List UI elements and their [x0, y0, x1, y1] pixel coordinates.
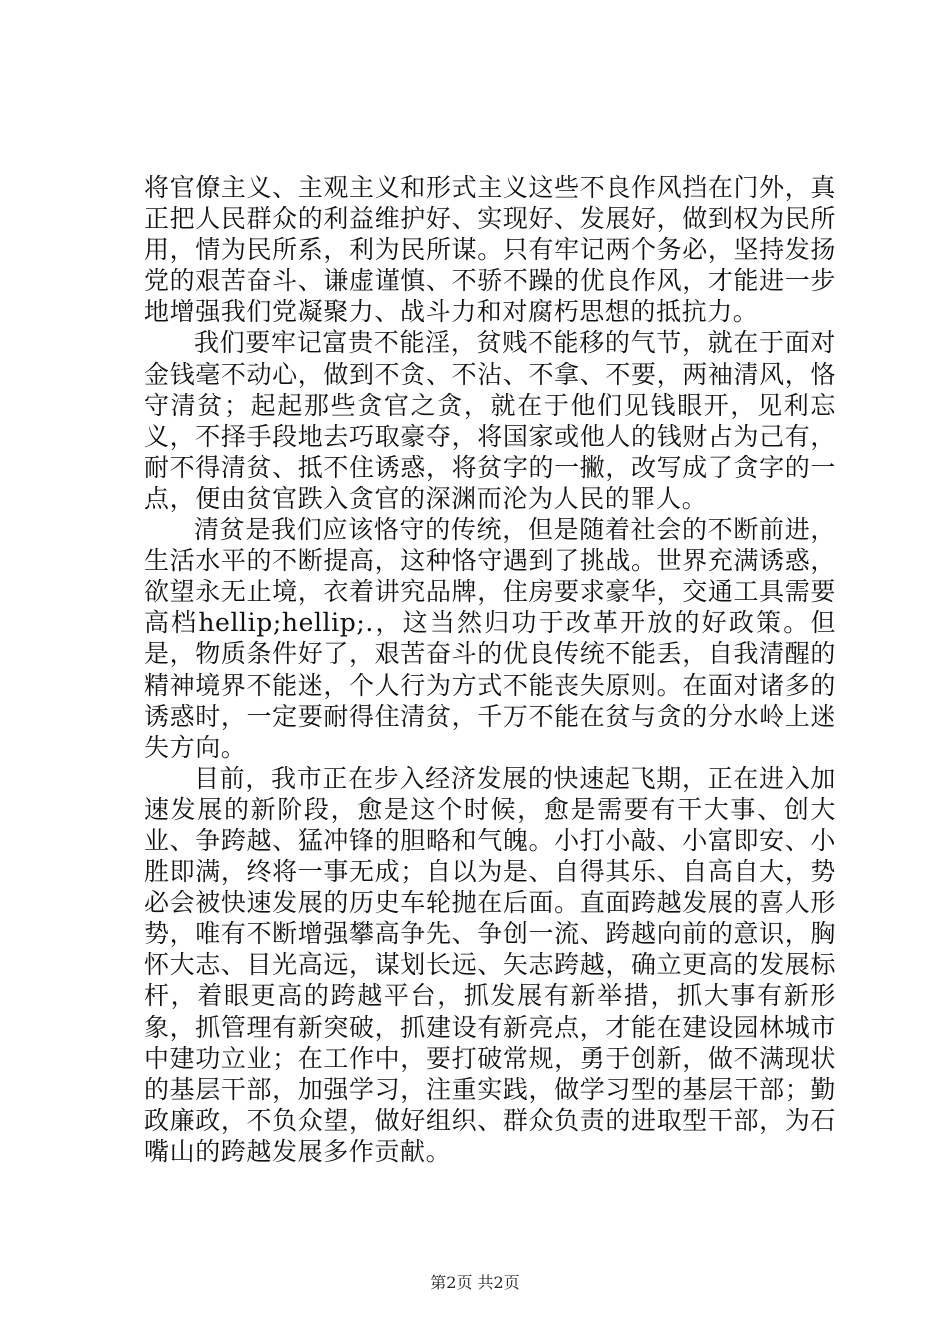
document-body	[144, 172, 836, 1167]
paragraph-3: 清贫是我们应该恪守的传统，但是随着社会的不断前进，生活水平的不断提高，这种恪守遇到了挑战。世界充满诱惑，欲望永无止境，衣着讲究品牌，住房要求豪华，交通工具需要高档hellip;hellip;.，这当然归功于改革开放的好政策。但是，物质条件好了，艰苦奋斗的优良传统不能丢，自我清醒的精神境界不能迷，个人行为方式不能丧失原则。在面对诸多的诱惑时，一定要耐得住清贫，千万不能在贫与贪的分水岭上迷失方向。	[144, 515, 836, 762]
page-number: 第2页 共2页	[430, 1273, 520, 1292]
paragraph-1: 将官僚主义、主观主义和形式主义这些不良作风挡在门外，真正把人民群众的利益维护好、实现好、发展好，做到权为民所用，情为民所系，利为民所谋。只有牢记两个务必，坚持发扬党的艰苦奋斗、谦虚谨慎、不骄不躁的优良作风，才能进一步地增强我们党凝聚力、战斗力和对腐朽思想的抵抗力。	[144, 173, 836, 327]
paragraph-4: 目前，我市正在步入经济发展的快速起飞期，正在进入加速发展的新阶段，愈是这个时候，愈是需要有干大事、创大业、争跨越、猛冲锋的胆略和气魄。小打小敲、小富即安、小胜即满，终将一事无成；自以为是、自得其乐、自高自大，势必会被快速发展的历史车轮抛在后面。直面跨越发展的喜人形势，唯有不断增强攀高争先、争创一流、跨越向前的意识，胸怀大志、目光高远，谋划长远、矢志跨越，确立更高的发展标杆，着眼更高的跨越平台，抓发展有新举措，抓大事有新形象，抓管理有新突破，抓建设有新亮点，才能在建设园林城市中建功立业；在工作中，要打破常规，勇于创新，做不满现状的基层干部，加强学习，注重实践，做学习型的基层干部；勤政廉政，不负众望，做好组织、群众负责的进取型干部，为石嘴山的跨越发展多作贡献。	[144, 763, 836, 1166]
paragraph-2: 我们要牢记富贵不能淫，贫贱不能移的气节，就在于面对金钱毫不动心，做到不贪、不沾、不拿、不要，两袖清风，恪守清贫；起起那些贪官之贪，就在于他们见钱眼开，见利忘义，不择手段地去巧取豪夺，将国家或他人的钱财占为己有，耐不得清贫、抵不住诱惑，将贫字的一撇，改写成了贪字的一点，便由贫官跌入贪官的深渊而沦为人民的罪人。	[144, 328, 836, 513]
